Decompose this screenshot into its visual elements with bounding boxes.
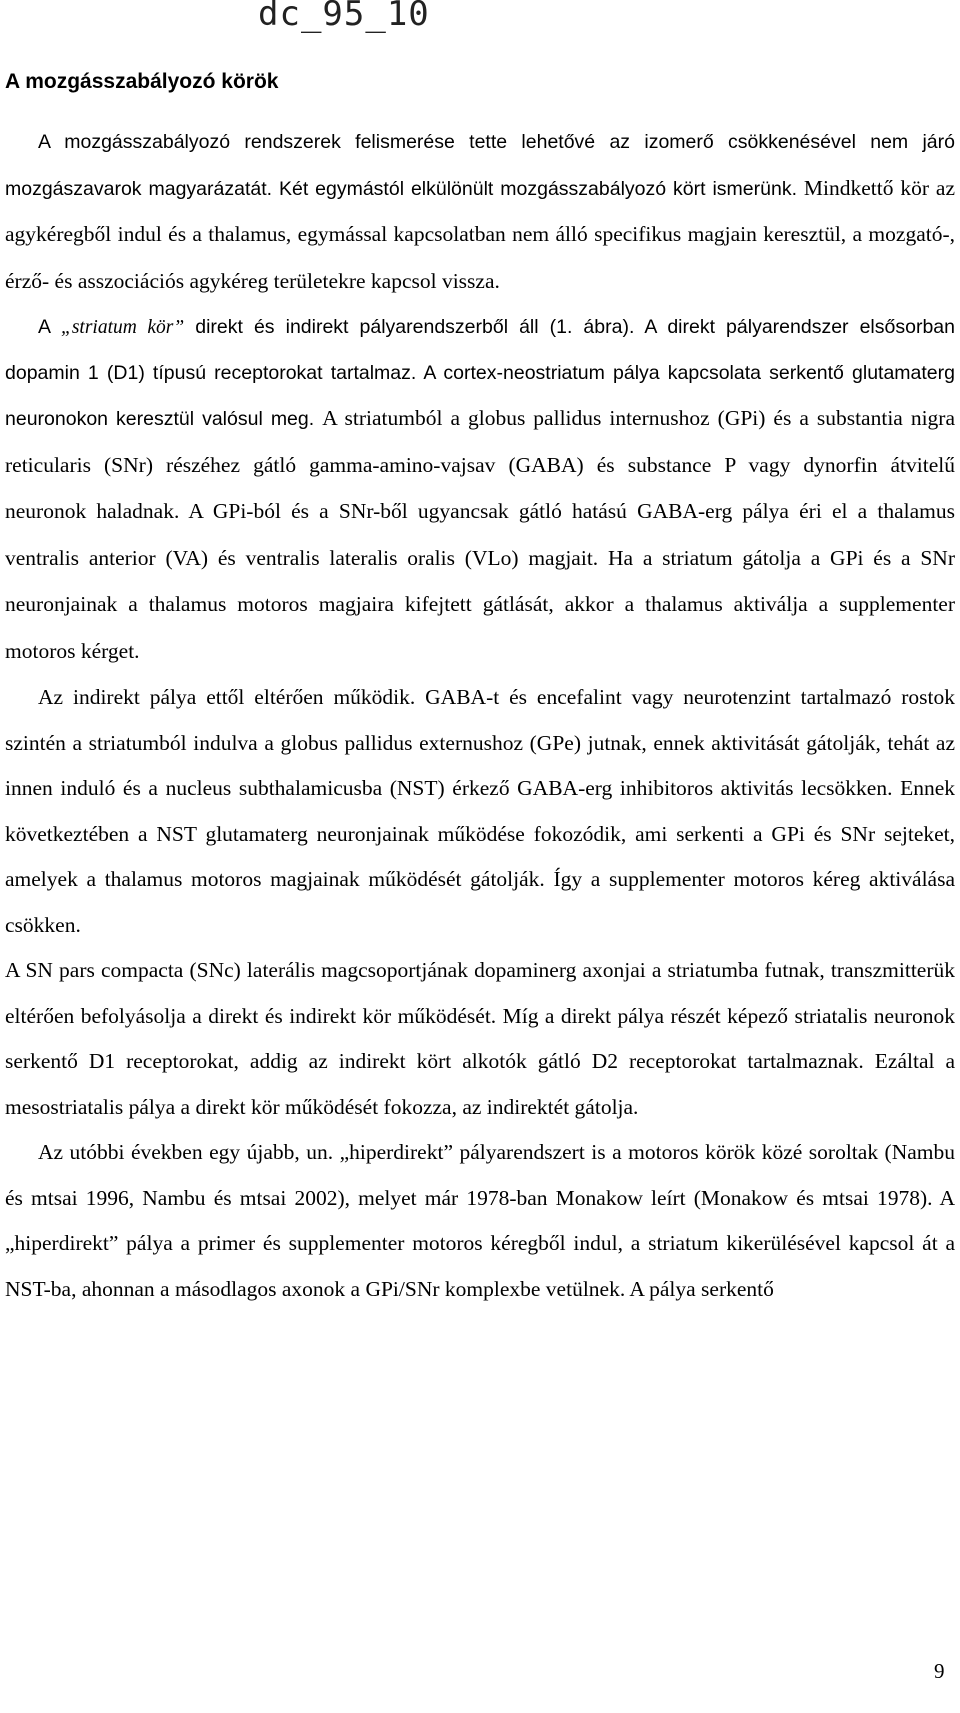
paragraph-intro: [5, 120, 955, 305]
paragraph-hyperdirect: Az utóbbi években egy újabb, un. „hiperdirekt” pályarendszert is a motoros körök közé soroltak (Nambu és mtsai 1996, Nambu és mtsai 2002), melyet már 1978-ban Monakow leírt (Monakow és mtsai 1978). A „hiperdirekt” pálya a primer és supplementer motoros kéregből indul, a striatum kikerülésével kapcsol át a NST-ba, ahonnan a másodlagos axonok a GPi/SNr komplexbe vetülnek. A pálya serkentő: [5, 1140, 955, 1301]
striatum-details: A striatumból a globus pallidus internushoz (GPi) és a substantia nigra reticularis (SNr) részéhez gátló gamma-amino-vajsav (GABA) és substance P vagy dynorfin átvitelű neuronok haladnak. A GPi-ból és a SNr-ből ugyancsak gátló hatású GABA-erg pálya éri el a thalamus ventralis anterior (VA) és ventralis lateralis oralis (VLo) magjait. Ha a striatum gátolja a GPi és a SNr neuronjainak a thalamus motoros magjaira kifejtett gátlását, akkor a thalamus aktiválja a supplementer motoros kérget.: [5, 406, 955, 663]
page-number: 9: [934, 1659, 945, 1683]
striatum-term: „striatum kör”: [60, 317, 185, 338]
paragraph-dopamine: A SN pars compacta (SNc) laterális magcsoportjának dopaminerg axonjai a striatumba futnak, transzmitterük eltérően befolyásolja a direkt és indirekt kör működését. Míg a direkt pálya részét képező striatalis neuronok serkentő D1 receptorokat, addig az indirekt kört alkotók gátló D2 receptorokat tartalmaznak. Ezáltal a mesostriatalis pálya a direkt kör működését fokozza, az indirektét gátolja.: [5, 958, 955, 1119]
intro-sentences: A mozgásszabályozó rendszerek felismerése tette lehetővé az izomerő csökkenésével nem járó mozgászavarok magyarázatát. Két egymástól elkülönült mozgásszabályozó kört ismerünk.: [5, 131, 955, 200]
body-text: [5, 120, 955, 1312]
section-heading: A mozgásszabályozó körök: [5, 70, 279, 93]
intro-circuits: Mindkettő kör az agykéregből indul és a thalamus, egymással kapcsolatban nem álló specifikus magjain keresztül, a mozgató-, érző- és asszociációs agykéreg területekre kapcsol vissza.: [5, 175, 955, 293]
document-id: dc_95_10: [258, 0, 430, 34]
paragraph-indirect: Az indirekt pálya ettől eltérően működik. GABA-t és encefalint vagy neurotenzint tartalmazó rostok szintén a striatumból indulva a globus pallidus externushoz (GPe) jutnak, ennek aktivitását gátolják, tehát az innen induló és a nucleus subthalamicusba (NST) érkező GABA-erg inhibitoros aktivitás lecsökken. Ennek következtében a NST glutamaterg neuronjainak működése fokozódik, ami serkenti a GPi és SNr sejteket, amelyek a thalamus motoros magjainak működését gátolják. Így a supplementer motoros kéreg aktiválása csökken.: [5, 685, 955, 937]
paragraph-striatum: A „striatum kör” direkt és indirekt pályarendszerből áll (1. ábra). A direkt pályarendszer elsősorban dopamin 1 (D1) típusú receptorokat tartalmaz. A cortex-neostriatum pálya kapcsolata serkentő glutamaterg neuronokon keresztül valósul meg. A striatumból a globus pallidus internushoz (GPi) és a substantia nigra reticularis (SNr) részéhez gátló gamma-amino-vajsav (GABA) és substance P vagy dynorfin átvitelű neuronok haladnak. A GPi-ból és a SNr-ből ugyancsak gátló hatású GABA-erg pálya éri el a thalamus ventralis anterior (VA) és ventralis lateralis oralis (VLo) magjait. Ha a striatum gátolja a GPi és a SNr neuronjainak a thalamus motoros magjaira kifejtett gátlását, akkor a thalamus aktiválja a supplementer motoros kérget.: [5, 316, 955, 663]
